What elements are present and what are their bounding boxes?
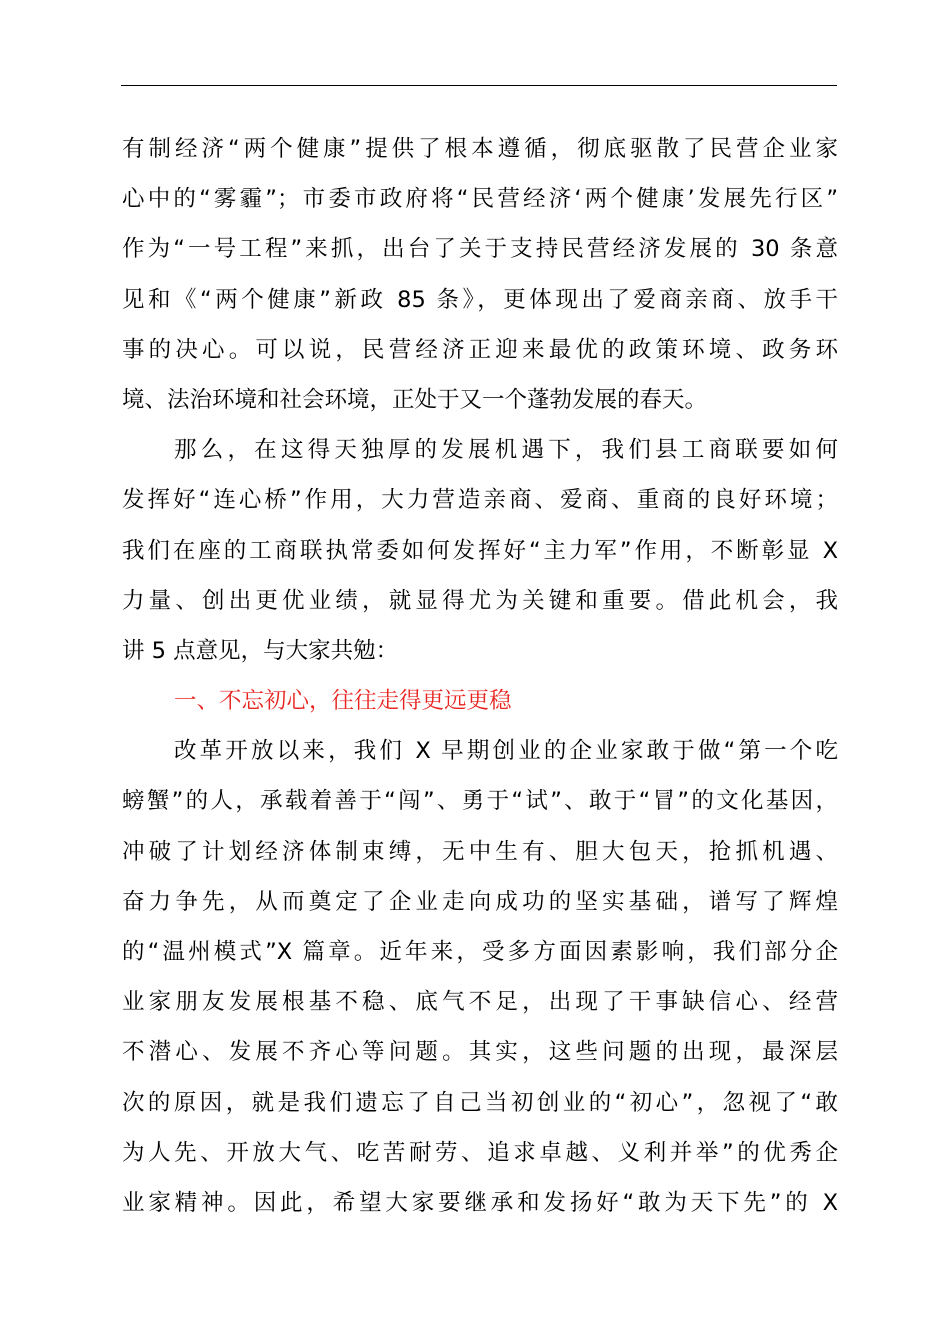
text-line: 事的决心。可以说，民营经济正迎来最优的政策环境、政务环 <box>122 336 838 363</box>
text-line: 业家朋友发展根基不稳、底气不足，出现了干事缺信心、经营 <box>122 989 838 1016</box>
paragraph-1 <box>122 124 838 425</box>
text-line: 境、法治环境和社会环境，正处于又一个蓬勃发展的春天。 <box>122 386 708 413</box>
header-rule <box>121 85 837 86</box>
text-line: 力量、创出更优业绩，就显得尤为关键和重要。借此机会，我 <box>122 587 838 614</box>
paragraph-2 <box>122 425 838 676</box>
text-line: 心中的“雾霾”；市委市政府将“民营经济‘两个健康’发展先行区” <box>122 186 838 213</box>
text-line: 发挥好“连心桥”作用，大力营造亲商、爱商、重商的良好环境； <box>122 487 838 514</box>
section-heading: 一、不忘初心，往往走得更远更稳 <box>174 688 512 715</box>
text-line: 改革开放以来，我们 X 早期创业的企业家敢于做“第一个吃 <box>174 738 838 765</box>
text-line: 不潜心、发展不齐心等问题。其实，这些问题的出现，最深层 <box>122 1039 838 1066</box>
text-line: 业家精神。因此，希望大家要继承和发扬好“敢为天下先”的 X <box>122 1189 838 1216</box>
paragraph-3 <box>122 726 838 1228</box>
text-line: 我们在座的工商联执常委如何发挥好“主力军”作用，不断彰显 X <box>122 537 838 564</box>
text-line: 为人先、开放大气、吃苦耐劳、追求卓越、义利并举”的优秀企 <box>122 1139 838 1166</box>
text-line: 螃蟹”的人，承载着善于“闯”、勇于“试”、敢于“冒”的文化基因， <box>122 788 838 815</box>
text-line: 那么，在这得天独厚的发展机遇下，我们县工商联要如何 <box>174 437 838 464</box>
text-line: 次的原因，就是我们遗忘了自己当初创业的“初心”，忽视了“敢 <box>122 1089 838 1116</box>
text-line: 奋力争先，从而奠定了企业走向成功的坚实基础，谱写了辉煌 <box>122 888 838 915</box>
text-line: 的“温州模式”X 篇章。近年来，受多方面因素影响，我们部分企 <box>122 939 838 965</box>
text-line: 见和《“两个健康”新政 85 条》，更体现出了爱商亲商、放手干 <box>122 286 838 313</box>
text-line: 有制经济“两个健康”提供了根本遵循，彻底驱散了民营企业家 <box>122 136 838 162</box>
document-body <box>122 124 838 1228</box>
text-line: 作为“一号工程”来抓，出台了关于支持民营经济发展的 30 条意 <box>122 236 838 263</box>
text-line: 讲 5 点意见，与大家共勉： <box>122 637 399 664</box>
text-line: 冲破了计划经济体制束缚，无中生有、胆大包天，抢抓机遇、 <box>122 838 838 865</box>
